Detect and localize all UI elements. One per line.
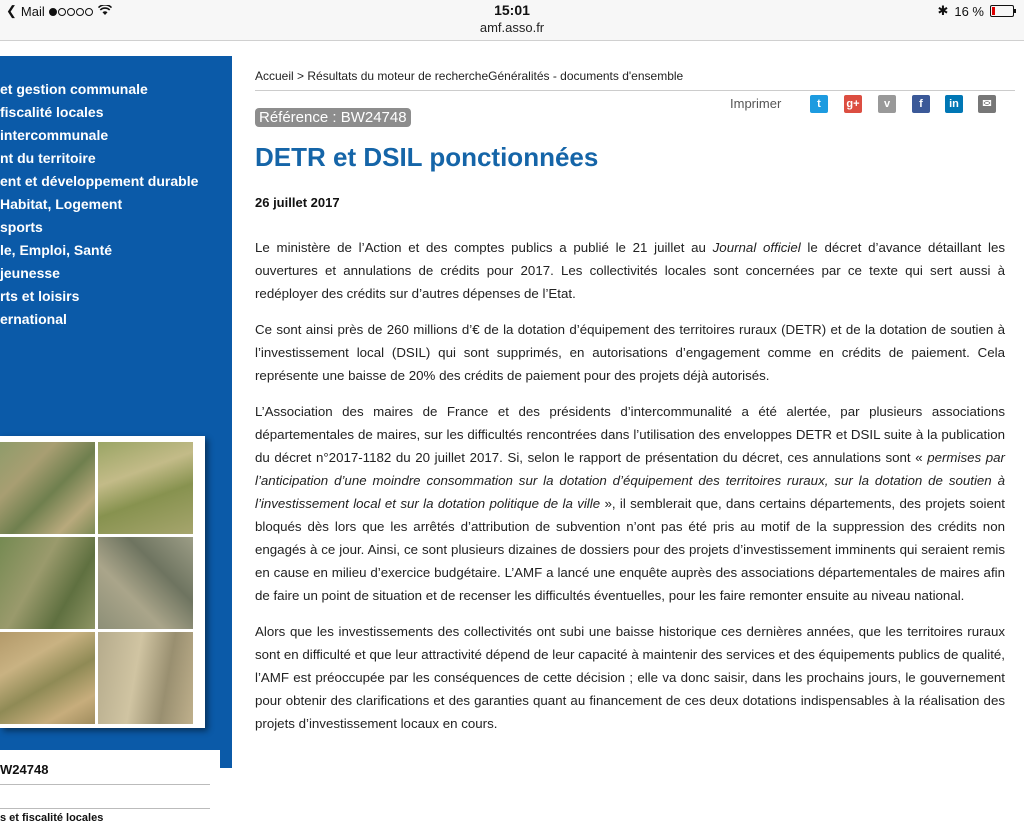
clock: 15:01 [494,2,530,18]
breadcrumb-separator: > [297,69,305,83]
paragraph: Le ministère de l’Action et des comptes publics a publié le 21 juillet au Journal officiel le décret d’avance détaillant les ouvertures et annulations de crédits pour 2017. Les collectivités locales sont concernées par ce texte qui sert aussi à redéployer des crédits sur d’autres dépenses de l’Etat. [255,240,1005,301]
linkedin-icon[interactable]: in [945,95,963,113]
twitter-icon[interactable]: t [810,95,828,113]
photo-grid [0,442,198,722]
sidebar-item[interactable]: sports [0,219,43,235]
status-bar [0,0,1024,20]
breadcrumb-current: Résultats du moteur de rechercheGénéralités - documents d'ensemble [307,69,684,83]
main-content [232,56,1024,768]
sidebar-reference-box [0,750,220,824]
email-icon[interactable]: ✉ [978,95,996,113]
sidebar-menu [0,56,232,331]
sidebar-item[interactable]: ernational [0,311,67,327]
sidebar [0,56,232,824]
carrier-label[interactable]: Mail [20,3,45,19]
photo-tile [0,537,95,629]
reference-badge: Référence : BW24748 [255,108,411,127]
sidebar-item[interactable]: rts et loisirs [0,288,80,304]
status-right [937,3,1014,19]
sidebar-item[interactable]: intercommunale [0,127,109,143]
photo-tile [0,632,95,724]
photo-tile [98,442,193,534]
sidebar-item[interactable]: ent et développement durable [0,173,199,189]
paragraph: Alors que les investissements des collectivités ont subi une baisse historique ces dernières années, que les territoires ruraux sont en difficulté et que leur attractivité dépend de leur capacité à maintenir des services et des équipements publics de qualité, l’AMF est préoccupée par les conséquences de cette décision ; elle va donc saisir, dans les prochains jours, le gouvernement pour obtenir des clarifications et des garanties quant au financement de ces deux dotations indispensables à la réalisation des projets d’investissement locaux en cours. [255,624,1005,731]
facebook-icon[interactable]: f [912,95,930,113]
sidebar-item[interactable]: et gestion communale [0,81,148,97]
battery-icon [990,5,1014,17]
bluetooth-icon: ✱ [937,3,949,18]
sidebar-reference: W24748 [0,762,49,777]
paragraph: Ce sont ainsi près de 260 millions d’€ de la dotation d’équipement des territoires ruraux (DETR) et de la dotation de soutien à l’investissement local (DSIL) qui sont supprimés, en autorisations d’engagement comme en crédits de paiement. Cela représente une baisse de 20% des crédits de paiement pour des projets déjà autorisés. [255,322,1005,383]
sidebar-item[interactable]: le, Emploi, Santé [0,242,113,258]
sidebar-item[interactable]: fiscalité locales [0,104,104,120]
battery-percent: 16 % [954,3,984,19]
google-plus-icon[interactable]: g+ [844,95,862,113]
print-button[interactable]: Imprimer [730,96,782,111]
article-body [255,236,1005,748]
aerial-photo-collage [0,436,205,728]
breadcrumb-home[interactable]: Accueil [255,69,294,83]
sidebar-item[interactable]: nt du territoire [0,150,96,166]
paragraph: L’Association des maires de France et des présidents d’intercommunalité a été alertée, par plusieurs associations départementales de maires, sur les difficultés rencontrées dans l’utilisation des enveloppes DETR et DSIL suite à la publication du décret n°2017-1182 du 20 juillet 2017. Si, selon le rapport de présentation du décret, ces annulations sont « permises par l’anticipation d’une moindre consommation sur la dotation d’équipement des territoires ruraux, sur la dotation de soutien à l’investissement local et sur la dotation politique de la ville », il semblerait que, dans certains départements, des projets soient bloqués dès lors que les arrêtés d’attribution de subvention n’ont pas été pris au motif de la suppression des crédits non engagés à ce jour. Ainsi, ce sont plusieurs dizaines de dossiers pour des projets d’investissement imminents qui seraient remis en cause en milieu d’exercice budgétaire. L’AMF a lancé une enquête auprès des associations départementales de maires afin de faire un point de situation et de recenser les difficultés éventuelles, pour les faire remonter ensuite au niveau national. [255,404,1005,603]
divider [0,808,210,809]
url-text: amf.asso.fr [479,20,545,35]
divider [255,90,1015,91]
address-bar[interactable] [0,20,1024,41]
sidebar-item[interactable]: Habitat, Logement [0,196,123,212]
article-date: 26 juillet 2017 [255,195,340,210]
sidebar-item[interactable]: jeunesse [0,265,60,281]
photo-tile [98,632,193,724]
viadeo-icon[interactable]: v [878,95,896,113]
sidebar-category-link[interactable]: s et fiscalité locales [0,812,104,824]
back-chevron-icon[interactable]: ❮ [6,3,17,18]
photo-tile [0,442,95,534]
breadcrumb [255,69,683,83]
page-title: DETR et DSIL ponctionnées [255,142,599,172]
divider [0,784,210,785]
photo-tile [98,537,193,629]
